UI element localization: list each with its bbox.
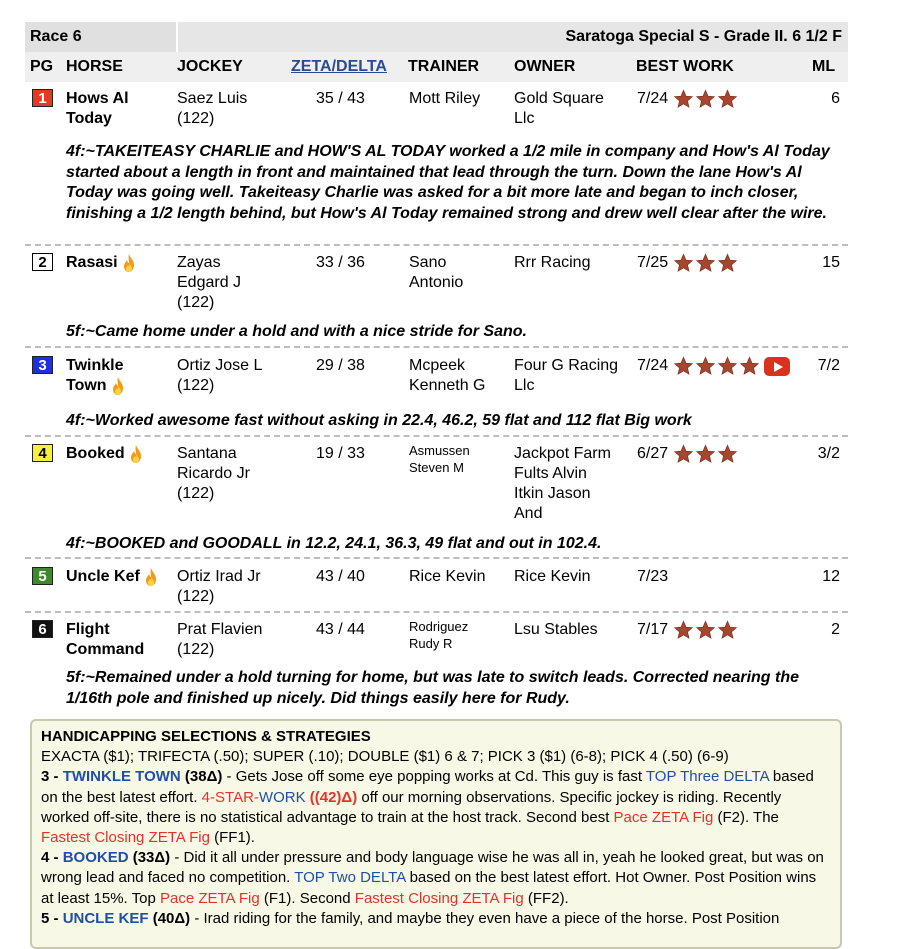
trainer: Mott Riley bbox=[409, 90, 481, 107]
morning-line-odds: 7/2 bbox=[817, 357, 840, 374]
post-position-badge: 4 bbox=[32, 444, 53, 462]
race-header bbox=[25, 22, 848, 52]
jockey: Santana Ricardo Jr (122) bbox=[177, 445, 250, 502]
post-position-badge: 5 bbox=[32, 567, 53, 585]
race-label: Race 6 bbox=[25, 22, 178, 52]
header-zeta-delta-link[interactable]: ZETA/DELTA bbox=[291, 58, 387, 75]
fire-icon bbox=[110, 376, 126, 396]
jockey: Ortiz Jose L (122) bbox=[177, 357, 263, 394]
trainer: Rice Kevin bbox=[409, 568, 486, 585]
jockey: Ortiz Irad Jr (122) bbox=[177, 568, 261, 605]
owner: Gold Square Llc bbox=[514, 90, 604, 127]
horse-name[interactable]: Flight Command bbox=[66, 621, 145, 658]
race-table bbox=[25, 22, 848, 82]
race-title: Saratoga Special S - Grade II. 6 1/2 F bbox=[565, 28, 842, 45]
fire-icon bbox=[128, 444, 144, 464]
strategies-bets: EXACTA ($1); TRIFECTA (.50); SUPER (.10); DOUBLE ($1) 6 & 7; PICK 3 ($1) (6-8); PICK 4 (.50) (6-9) bbox=[41, 748, 729, 766]
jockey: Prat Flavien (122) bbox=[177, 621, 263, 658]
selection-5: 5 - UNCLE KEF (40Δ) - Irad riding for the family, and maybe they even have a piece of the horse. Post Position bbox=[41, 909, 780, 927]
selection-4: 4 - BOOKED (33Δ) - Did it all under pressure and body language wise he was all in, yeah he looked great, but was on wrong lead and faced no competition. TOP Two DELTA based on the best latest effort. Hot Owner. Post Position wins at least 15%. Top Pace ZETA Fig (F1). Second Fastest Closing ZETA Fig (FF2). bbox=[41, 849, 824, 907]
workout-note: 4f:~Worked awesome fast without asking in 22.4, 46.2, 59 flat and 112 flat Big work bbox=[66, 412, 692, 429]
morning-line-odds: 2 bbox=[831, 621, 840, 638]
zeta-delta: 19 / 33 bbox=[316, 445, 365, 462]
best-work: 7/23 bbox=[637, 568, 669, 585]
zeta-delta: 43 / 44 bbox=[316, 621, 365, 638]
workout-note: 5f:~Remained under a hold turning for home, but was late to switch leads. Corrected nearing the 1/16th pole and finished up nicely. Did things easily here for Rudy. bbox=[66, 669, 799, 707]
best-work: 7/25 bbox=[637, 253, 738, 273]
row-divider bbox=[25, 346, 848, 348]
morning-line-odds: 6 bbox=[831, 90, 840, 107]
best-work: 7/24 bbox=[637, 356, 790, 376]
morning-line-odds: 15 bbox=[822, 254, 840, 271]
fire-icon bbox=[143, 567, 159, 587]
best-work: 7/17 bbox=[637, 620, 738, 640]
post-position-badge: 6 bbox=[32, 620, 53, 638]
column-headers bbox=[25, 52, 848, 82]
youtube-video-icon[interactable] bbox=[764, 357, 790, 376]
owner: Rice Kevin bbox=[514, 568, 591, 585]
horse-name[interactable]: Twinkle Town bbox=[66, 356, 126, 396]
owner: Four G Racing Llc bbox=[514, 357, 619, 394]
header-pg: PG bbox=[30, 58, 54, 75]
selection-4-name: BOOKED bbox=[62, 849, 129, 867]
horse-name[interactable]: Booked bbox=[66, 444, 144, 464]
jockey: Zayas Edgard J (122) bbox=[177, 254, 242, 311]
horse-name[interactable]: Uncle Kef bbox=[66, 567, 159, 587]
header-best-work: BEST WORK bbox=[636, 58, 734, 75]
fire-icon bbox=[121, 253, 137, 273]
selection-5-name: UNCLE KEF bbox=[62, 909, 149, 927]
jockey: Saez Luis (122) bbox=[177, 90, 248, 127]
horse-name[interactable]: Rasasi bbox=[66, 253, 137, 273]
workout-note: 4f:~TAKEITEASY CHARLIE and HOW'S AL TODAY worked a 1/2 mile in company and How's Al Today started about a length in front and maintained that lead through the turn. Down the lane How's Al Today was going well. Takeiteasy Charlie was asked for a bit more late and began to inch closer, finishing a 1/2 length behind, but How's Al Today remained strong and drew well clear after the wire. bbox=[66, 143, 830, 222]
best-work: 6/27 bbox=[637, 444, 738, 464]
header-horse: HORSE bbox=[66, 58, 123, 75]
horse-name[interactable]: Hows Al Today bbox=[66, 90, 129, 127]
strategies-title: HANDICAPPING SELECTIONS & STRATEGIES bbox=[41, 728, 371, 745]
morning-line-odds: 12 bbox=[822, 568, 840, 585]
selection-3-name: TWINKLE TOWN bbox=[62, 768, 181, 786]
work-rating-stars bbox=[673, 356, 760, 376]
morning-line-odds: 3/2 bbox=[817, 445, 840, 462]
zeta-delta: 33 / 36 bbox=[316, 254, 365, 271]
owner: Rrr Racing bbox=[514, 254, 591, 271]
post-position-badge: 3 bbox=[32, 356, 53, 374]
post-position-badge: 2 bbox=[32, 253, 53, 271]
header-trainer: TRAINER bbox=[408, 58, 480, 75]
header-owner: OWNER bbox=[514, 58, 576, 75]
zeta-delta: 29 / 38 bbox=[316, 357, 365, 374]
row-divider bbox=[25, 244, 848, 246]
work-rating-stars bbox=[673, 89, 738, 109]
header-jockey: JOCKEY bbox=[177, 58, 243, 75]
owner: Lsu Stables bbox=[514, 621, 598, 638]
work-rating-stars bbox=[673, 253, 738, 273]
row-divider bbox=[25, 611, 848, 613]
best-work: 7/24 bbox=[637, 89, 738, 109]
zeta-delta: 43 / 40 bbox=[316, 568, 365, 585]
selection-3: 3 - TWINKLE TOWN (38Δ) - Gets Jose off some eye popping works at Cd. This guy is fast TOP Three DELTA based on the best latest effort. 4-STAR-WORK ((42)Δ) off our morning observations. Specific jockey is riding. Recently worked off-site, there is no statistical advantage to train at the host track. Second best Pace ZETA Fig (F2). The Fastest Closing ZETA Fig (FF1). bbox=[41, 768, 814, 847]
header-ml: ML bbox=[812, 58, 836, 75]
workout-note: 5f:~Came home under a hold and with a nice stride for Sano. bbox=[66, 323, 527, 340]
trainer: Mcpeek Kenneth G bbox=[409, 357, 486, 394]
work-rating-stars bbox=[673, 444, 738, 464]
workout-note: 4f:~BOOKED and GOODALL in 12.2, 24.1, 36.3, 49 flat and out in 102.4. bbox=[66, 535, 602, 552]
owner: Jackpot Farm Fults Alvin Itkin Jason And bbox=[514, 445, 611, 522]
trainer: Asmussen Steven M bbox=[409, 443, 470, 475]
work-rating-stars bbox=[673, 620, 738, 640]
post-position-badge: 1 bbox=[32, 89, 53, 107]
zeta-delta: 35 / 43 bbox=[316, 90, 365, 107]
handicapping-strategies bbox=[30, 719, 842, 949]
row-divider bbox=[25, 435, 848, 437]
trainer: Sano Antonio bbox=[409, 254, 464, 291]
trainer: Rodriguez Rudy R bbox=[409, 619, 469, 651]
row-divider bbox=[25, 557, 848, 559]
